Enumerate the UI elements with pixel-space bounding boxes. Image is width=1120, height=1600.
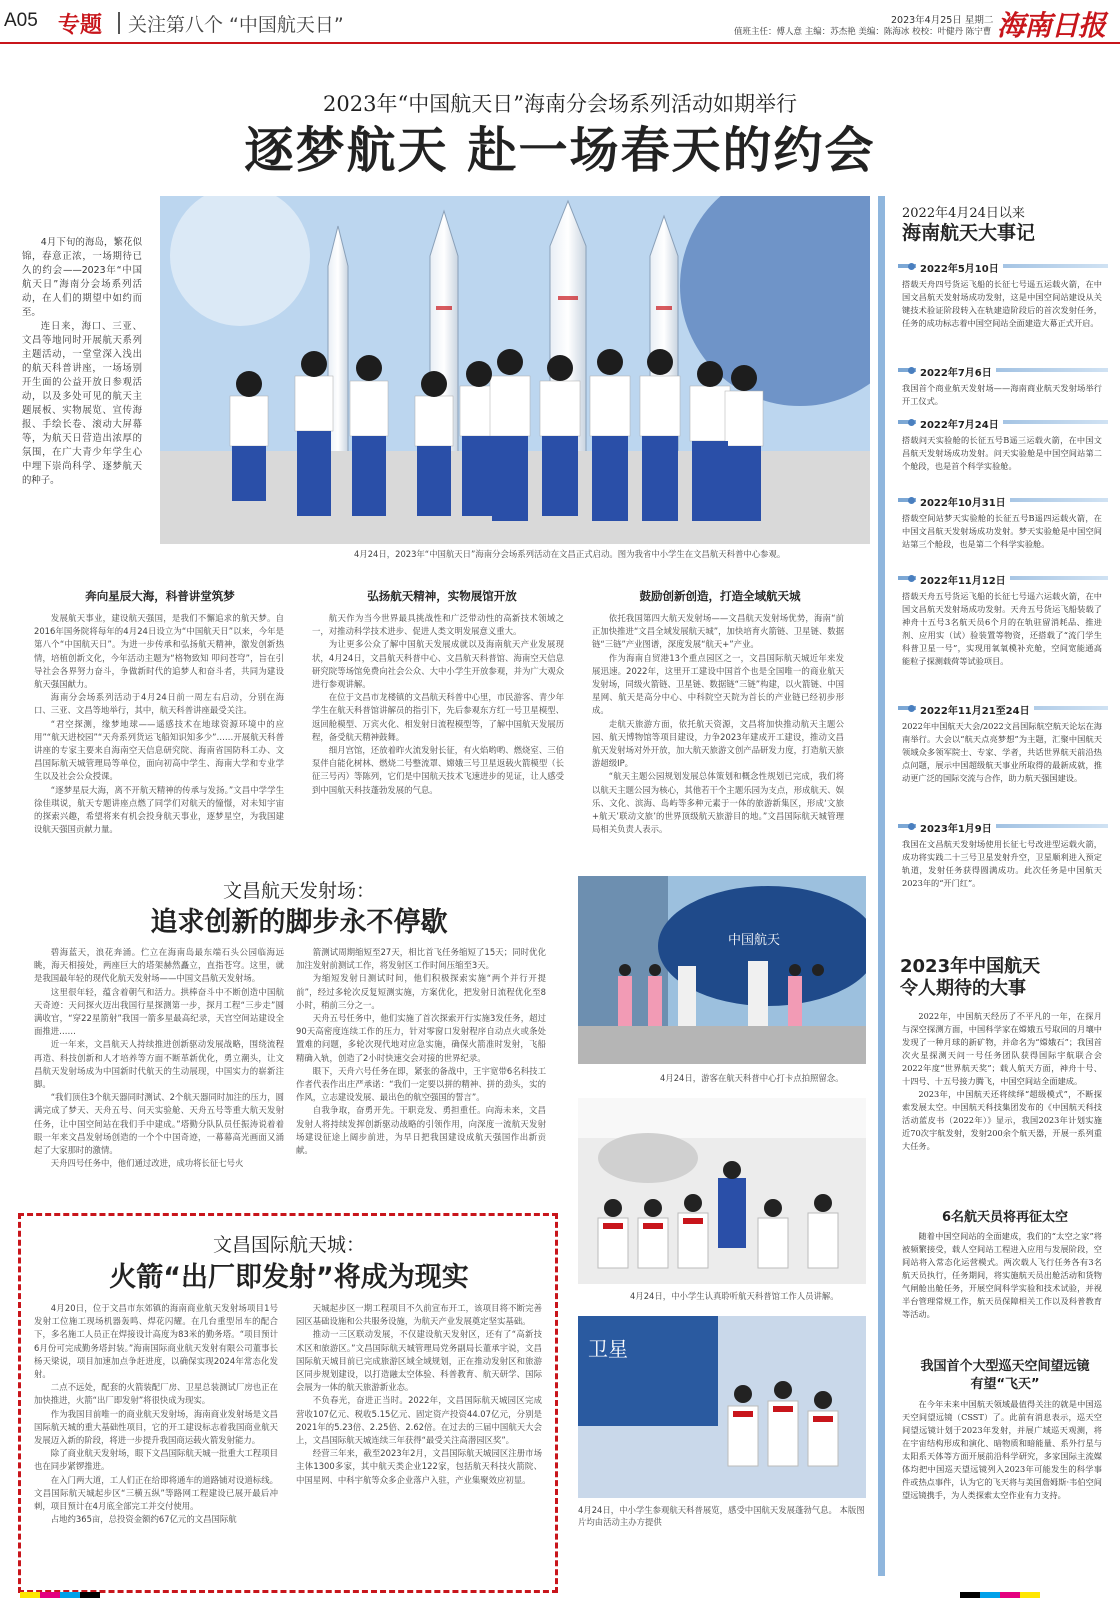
timeline-text: 搭载空间站梦天实验舱的长征五号B遥四运载火箭，在中国文昌航天发射场成功发射。梦天实验舱是中国空间站第三个舱段，也是第二个科学实验舱。 bbox=[902, 513, 1102, 549]
sidebar-text bbox=[902, 1398, 1102, 1578]
editor-credits: 值班主任：傅人意 主编：苏杰艳 美编：陈海冰 校校：叶健丹 陈宁曹 bbox=[734, 27, 992, 37]
photo-exhibition bbox=[578, 1316, 866, 1498]
paragraph: 作为我国目前唯一的商业航天发射场，海南商业发射场是文昌国际航天城的重大基础性项目，它的开工建设标志着我国商业航天发展迈入新的阶段，将进一步提升我国商运载火箭发射能力。 bbox=[34, 1408, 278, 1446]
paragraph: 细月宫馆，还放着昨火流发射长征，有火焰哟哟、燃烧室、三伯泵伴自能化树林、燃烧二号整流罩、嫦娥三号卫星返载火箭模型（长征三号丙）等陈列，它们是中国航天技术飞速进步的见证，让人感受到中国航天科技蓬勃发展的气息。 bbox=[312, 745, 564, 795]
section-subtitle: 关注第八个 “中国航天日” bbox=[128, 14, 344, 36]
timeline-bar bbox=[878, 196, 885, 1576]
headline-title: 逐梦航天 赴一场春天的约会 bbox=[244, 122, 876, 179]
paragraph: 为缩短发射日测试时间，他们积极探索实施“两个并行开提前”，经过多轮次反复短测实施，方案优化，把发射日流程优化至8小时，稍前三分之一。 bbox=[296, 973, 546, 1010]
timeline-text: 我国首个商业航天发射场——海南商业航天发射场举行开工仪式。 bbox=[902, 383, 1102, 406]
intro-paragraph: 4月下旬的海岛，繁花似锦，春意正浓，一场期待已久的约会——2023年“中国航天日”海南分会场系列活动，在人们的期望中如约而至。 bbox=[22, 237, 142, 318]
paragraph: 为让更多公众了解中国航天发展成就以及海南航天产业发展现状，4月24日，文昌航天科普中心、文昌航天科普馆、海南空天信息研究院等场馆免费向社会公众、大中小学生开放参观，并为广大观众进行参观讲解。 bbox=[312, 639, 564, 690]
paragraph: 碧海蓝天，浪花奔涌。伫立在海南岛最东端石头公园临海远眺，海天相接处，两座巨大的塔架赫然矗立，直指苍穹。这里，就是我国最年轻的现代化航天发射场——中国文昌航天发射场。 bbox=[34, 947, 284, 984]
feature-subtitle: 文昌国际航天城： bbox=[212, 1234, 365, 1256]
section-body bbox=[592, 612, 844, 858]
paragraph: 2022年，中国航天经历了不平凡的一年，在探月与深空探测方面，中国科学家在嫦娥五号取回的月壤中发现了一种月球的新矿物，并命名为“嫦娥石”；我国首次火星探测天问一号任务团队获得国际宇航联合会2022年度“世界航天奖”；载人航天方面，神舟十号、十四号、十五号接力腾飞，中国空间站全面建成。 bbox=[902, 1011, 1102, 1086]
paragraph: 天舟五号任务中，他们实施了首次探索开行实施3发任务，超过90天高密度连续工作的压力，针对零窗口发射程序自动点火或条处置难的问题，多轮次现代地对应急实施，确保火箭准时发射，飞船精确入轨，创造了2小时快速交会对接的世界纪录。 bbox=[296, 1013, 546, 1063]
section-label: 专题 bbox=[58, 13, 103, 38]
photo-lecture bbox=[578, 1098, 866, 1284]
feature-column bbox=[296, 1302, 542, 1584]
paragraph: “航天主题公园规划发展总体策划和概念性规划已完成，我们将以航天主题公园为核心，其他若干个主题乐园为支点，形成航天、娱乐、文化、滨海、岛屿等多种元素于一体的旅游新集区，形成‘文旅+航天’联动文旅’的世界顶级航天旅游目的地。”文昌国际航天城管理局相关负责人表示。 bbox=[592, 771, 844, 835]
main-photo-caption: 4月24日，2023年“中国航天日”海南分会场系列活动在文昌正式启动。图为我省中小学生在文昌航天科普中心参观。 bbox=[354, 549, 786, 559]
sidebar-subheading: 我国首个大型巡天空间望远镜 有望“飞天” bbox=[920, 1359, 1090, 1392]
paragraph: 经营三年来，截至2023年2月，文昌国际航天城园区注册市场主体1300多家，其中航天类企业122家，包括航天科技火箭院、中国星网、中科宇航等众多企业落户入驻，产业集聚效应初显。 bbox=[296, 1448, 542, 1485]
feature-subtitle: 文昌航天发射场： bbox=[222, 880, 375, 902]
timeline-kicker: 2022年4月24日以来 bbox=[902, 206, 1025, 221]
timeline-date-label: 2022年7月6日 bbox=[916, 364, 996, 379]
header-rule bbox=[0, 42, 1120, 44]
paragraph: 二点不远处，配套的火箭装配厂房、卫星总装测试厂房也正在加快推进，火箭“出厂即发射”将很快成为现实。 bbox=[34, 1382, 278, 1406]
paragraph: 航天作为当今世界最具挑战性和广泛带动性的高新技术领域之一，对推动科学技术进步、促进人类文明发展意义重大。 bbox=[312, 613, 564, 637]
paragraph: “我们顶住3个航天器同时测试、2个航天器同时加注的压力，圆满完成了梦天、天舟五号、问天实验舱、天舟五号等重大航天发射任务，让中国空间站在我们手中建成。”塔勤分队队员任振涛说着着眼一年来文昌发射场创造的一个个中国奇迹，一幕幕高光画面又涌起了大家那时的激情。 bbox=[34, 1092, 284, 1156]
feature-title: 火箭“出厂即发射”将成为现实 bbox=[109, 1262, 469, 1293]
paragraph: 除了商业航天发射场，眼下文昌国际航天城一批重大工程项目也在同步紧锣推进。 bbox=[34, 1448, 278, 1472]
issue-date: 2023年4月25日 星期二 bbox=[891, 15, 994, 26]
main-photo bbox=[160, 196, 870, 544]
photo-visitors-scene bbox=[578, 876, 866, 1064]
timeline-date bbox=[898, 494, 1108, 507]
feature-column bbox=[34, 946, 284, 1202]
paragraph: 不负春光，奋进正当时。2022年，文昌国际航天城园区完成营收107亿元、税收5.15亿元、固定资产投资44.07亿元，分别是2021年的5.23倍、2.25倍、2.62倍。在过去的三届中国航天大会上，文昌国际航天城连续三年获得“最受关注高潜园区奖”。 bbox=[296, 1395, 542, 1446]
paragraph: 自我争取，奋勇开先。干职竞发、勇担重任。向海未来，文昌发射人将持续发挥创新驱动战略的引领作用，向深度一流航天发射场建设征途上阔步前进，为早日把我国建设成航天强国作出新贡献。 bbox=[296, 1105, 546, 1156]
paragraph: 在今年未来中国航天领域最值得关注的就是中国巡天空间望远镜（CSST）了。此前有消息表示，巡天空间望远镜计划于2023年发射，并展广域巡天观测，将在宇宙结构形成和演化、暗物质和暗能量、系外行星与太阳系天体等方面开展前沿科学研究，多家国际主流媒体均把中国巡天望远镜列入2023年可能发生的科学事件或热点事件，认为它的飞天将与美国詹姆斯·韦伯空间望远镜携手，为人类探索太空作业有力支持。 bbox=[902, 1399, 1102, 1500]
paragraph: “君空探测，缘梦地球——遥感技术在地球资源环境中的应用”“航天进校园”“天舟系列货运飞船知识知多少”……开展航天科普讲座的专家主要来自海南空天信息研究院、海南省国防科工办、文昌国际航天城管理局等单位，面向初高中学生、海南大学和专业学生以及社会公众授课。 bbox=[34, 718, 284, 782]
section-body bbox=[34, 612, 284, 858]
timeline-date-label: 2023年1月9日 bbox=[916, 820, 996, 835]
paragraph: 依托我国第四大航天发射场——文昌航天发射场优势，海南“前正加快推进“文昌全域发展航天城”，加快培育火箭链、卫星链、数据链“三链”产业图谱，深度发展“航天+”产业。 bbox=[592, 613, 844, 650]
section-title: 奔向星辰大海，科普讲堂筑梦 bbox=[85, 589, 235, 603]
photo-lecture-scene bbox=[578, 1098, 866, 1284]
feature-title: 追求创新的脚步永不停歇 bbox=[150, 907, 448, 938]
timeline-date bbox=[898, 416, 1108, 429]
intro-paragraph: 连日来，海口、三亚、文昌等地同时开展航天系列主题活动，一堂堂深入浅出的航天科普讲座，一场场别开生面的公益开放日参观活动，以及多处可见的航天主题展板、实物展览、宣传海报、手绘长卷、滚动大屏幕等，为航天日营造出浓厚的氛围，在广大青少年学生心中埋下崇尚科学、逐梦航天的种子。 bbox=[22, 321, 142, 486]
paragraph: 箭测试周期缩短至27天，相比首飞任务缩短了15天；同时优化加注发射前测试工作，将发射区工作时间压缩至3天。 bbox=[296, 947, 546, 971]
sidebar-heading: 2023年中国航天 令人期待的大事 bbox=[900, 956, 1041, 999]
timeline-text: 搭载天舟五号货运飞船的长征七号遥六运载火箭，在中国文昌航天发射场成功发射。天舟五号货运飞船装载了神舟十五号3名航天员6个月的在轨驻留消耗品、推进剂、应用实（试）验装置等物资，还搭载了“流门学生科普卫星一号”，实现用氧氧模补充舱，空间宽能通高能粒子探测载荷等试验项目。 bbox=[902, 591, 1102, 666]
section-body bbox=[312, 612, 564, 858]
timeline-date-label: 2022年10月31日 bbox=[916, 494, 1010, 509]
sidebar-text bbox=[902, 1010, 1102, 1196]
paragraph: 推动一三区联动发展，不仅建设航天发射区，还有了“高新技术区和旅游区。”文昌国际航天城管理局党务副局长董承宇说，文昌国际航天城目前已完成旅游区域全域规划，正在推动发射区和旅游区同步规划建设，以打造融太空体验、科普教育、航天研学、国际会展为一体的航天旅游新业态。 bbox=[296, 1329, 542, 1393]
paragraph: 2023年，中国航天还将续绎“超级模式”，不断探索发展太空。中国航天科技集团发布的《中国航天科技活动蓝皮书（2022年）》显示，我国2023年计划实施近70次宇航发射，发射200余个航天器，开展一系列重大任务。 bbox=[902, 1089, 1102, 1151]
photo-caption: 4月24日，中小学生认真聆听航天科普馆工作人员讲解。 bbox=[630, 1291, 839, 1301]
paragraph: “逐梦星辰大海，离不开航天精神的传承与发扬。”文昌中学学生徐佳琪说，航天专题讲座点燃了同学们对航天的憧憬，对未知宇宙的探索兴趣，希望将来有机会投身航天事业，逐梦星空，为我国建设航天强国贡献力量。 bbox=[34, 784, 284, 835]
photo-caption: 4月24日，中小学生参观航天科普展览，感受中国航天发展蓬勃气息。 本版图片均由活动主办方提供 bbox=[578, 1505, 865, 1527]
paragraph: 这里很年轻，蕴含着朝气和活力。拱棒奋斗中不断创造中国航天奇迹：天问探火迈出我国行星探测第一步，探月工程“三步走”圆满收官，“穿22星箭射”我国一箭多星最高纪录，天宫空间站建设全面推进…… bbox=[34, 986, 284, 1037]
timeline-text: 搭载天舟四号货运飞船的长征七号遥五运载火箭，在中国文昌航天发射场成功发射，这是中国空间站建设从关键技术验证阶段转入在轨建造阶段后的首次发射任务，任务的成功标志着中国空间站全面建造大幕正式开启。 bbox=[902, 279, 1102, 328]
feature-column bbox=[34, 1302, 278, 1584]
paragraph: 随着中国空间站的全面建成，我们的“太空之家”将被频繁接受，载人空间站工程进入应用与发展阶段，空间站将入常态化运营模式。两次载人飞行任务各有3名航天员执行，任务期间，将实施航天员出舱活动和货物气闸舱出舱任务，开展空间科学实验和技术试验，并视半台管理常规工作，航天员保障相关工作以及科普教育等活动。 bbox=[902, 1231, 1102, 1319]
photo-caption: 4月24日，游客在航天科普中心打卡点拍照留念。 bbox=[660, 1073, 844, 1083]
intro-text bbox=[22, 236, 142, 526]
paragraph: 走航天旅游方面，依托航天资源，文昌将加快推动航天主题公园、航天博物馆等项目建设，力争2023年建成开工建设，推动文昌航天发射场对外开放，加大航天旅游文创产品研发力度，打造航天旅游超级IP。 bbox=[592, 718, 844, 769]
timeline-date bbox=[898, 820, 1108, 833]
page-number: A05 bbox=[4, 10, 38, 31]
paragraph: 眼下，天舟六号任务在即，紧张的备战中，王宇宽带6名科技工作者代表作出庄严承诺：“我们一定要以拼的精神、拼的劲头，实的作风，立志建设发展、最出色的航空强国的誓言”。 bbox=[296, 1065, 546, 1103]
timeline-date-label: 2022年5月10日 bbox=[916, 260, 1003, 275]
photo-visitors bbox=[578, 876, 866, 1064]
main-photo-scene bbox=[160, 196, 870, 544]
timeline-title: 海南航天大事记 bbox=[902, 222, 1036, 244]
paragraph: 海南分会场系列活动于4月24日前一周左右启动，分别在海口、三亚、文昌等地举行，其中，航天科普讲座最受关注。 bbox=[34, 692, 284, 716]
photo-exhibition-scene bbox=[578, 1316, 866, 1498]
timeline-date bbox=[898, 702, 1108, 715]
feature-column bbox=[296, 946, 546, 1202]
paragraph: 天舟四号任务中，他们通过改进，成功将长征七号火 bbox=[50, 1158, 244, 1169]
timeline-text: 2022年中国航天大会/2022文昌国际航空航天论坛在海南举行。大会以“航天点亮梦想”为主题，汇聚中国航天领域众多领军院士、专家、学者，共话世界航天前沿热点问题，展示中国超级航天事业所取得的最新成就，推动更广泛的国际交流与合作，助力航天强国建设。 bbox=[902, 721, 1102, 783]
newspaper-logo: 海南日报 bbox=[997, 9, 1106, 42]
paragraph: 作为海南自贸港13个重点园区之一，文昌国际航天城近年来发展迅速。2022年，这里开工建设中国首个也是全国唯一的商业航天发射场，同级火箭链、卫星链、数据链“三链”构建，以火箭链、中国星网、航天是高分中心、中科院空天院为首长的产业链已经初步形成。 bbox=[592, 652, 844, 716]
registration-marks bbox=[20, 1592, 100, 1598]
paragraph: 天城起步区一期工程项目不久前宣布开工，该项目将不断完善园区基础设施和公共服务设施，为航天产业发展奠定坚实基础。 bbox=[296, 1303, 542, 1327]
timeline-text: 我国在文昌航天发射场使用长征七号改进型运载火箭，成功将实践二十三号卫星发射升空，卫星顺利进入预定轨道，发射任务获得圆满成功。此次任务是中国航天2023年的“开门红”。 bbox=[902, 839, 1102, 888]
paragraph: 发展航天事业，建设航天强国，是我们不懈追求的航天梦。自2016年国务院将每年的4月24日设立为“中国航天日”以来，今年是第八个“中国航天日”。为进一步传承和弘扬航天精神，激发创新热情，培植创新文化，今年活动主题为“格物致知 叩问苍穹”，旨在引导社会各界努力奋斗，争做新时代的追梦人和奋斗者，共同为建设航天强国献力。 bbox=[34, 613, 284, 690]
headline-kicker: 2023年“中国航天日”海南分会场系列活动如期举行 bbox=[323, 92, 797, 116]
timeline-text: 搭载问天实验舱的长征五号B遥三运载火箭，在中国文昌航天发射场成功发射。问天实验舱是中国空间站第二个舱段，也是首个科学实验舱。 bbox=[902, 435, 1102, 471]
paragraph: 占地约365亩，总投资金额约67亿元的文昌国际航 bbox=[50, 1514, 237, 1525]
paragraph: 在入门两大道，工人们正在给即将通车的道路铺对设道标线。文昌国际航天城起步区“三横五纵”等路网工程建设已展开最后冲刺，项目预计在4月底全部完工并交付使用。 bbox=[34, 1474, 278, 1512]
section-title: 弘扬航天精神，实物展馆开放 bbox=[367, 589, 517, 603]
registration-marks bbox=[960, 1592, 1040, 1598]
timeline-date-label: 2022年11月12日 bbox=[916, 572, 1010, 587]
photo-sign-text: 中国航天 bbox=[728, 933, 781, 948]
timeline-date bbox=[898, 572, 1108, 585]
timeline-date-label: 2022年7月24日 bbox=[916, 416, 1003, 431]
sidebar-text bbox=[902, 1230, 1102, 1348]
sidebar-subheading: 6名航天员将再征太空 bbox=[941, 1210, 1069, 1225]
paragraph: 4月20日，位于文昌市东郊镇的海南商业航天发射场项目1号发射工位施工现场机器轰鸣、焊花闪耀。在几台重型吊车的配合下，多名施工人员正在焊接设计高度为83米的勤务塔。“项目预计6月份可完成勤务塔封装。”海南国际商业航天发射有限公司董事长杨天梁说，项目加速加点争赶进度，以确保实现2024年常态化发射。 bbox=[34, 1303, 278, 1380]
section-title: 鼓励创新创造，打造全域航天城 bbox=[639, 589, 801, 603]
header-separator bbox=[118, 12, 120, 34]
timeline-date bbox=[898, 260, 1108, 273]
timeline-date-label: 2022年11月21至24日 bbox=[916, 702, 1034, 717]
paragraph: 近一年来，文昌航天人持续推进创新驱动发展战略，围绕流程再造、科技创新和人才培养等方面不断革新优化，勇立潮头，让文昌航天发射场成为中国新时代航天的生动展现，中国实力的崭新注脚。 bbox=[34, 1039, 284, 1090]
timeline-date bbox=[898, 364, 1108, 377]
photo-sign-text: 卫星 bbox=[588, 1337, 628, 1361]
paragraph: 在位于文昌市龙楼镇的文昌航天科普中心里，市民游客、青少年学生在航天科普馆讲解员的指引下，先后参观东方红一号卫星模型、返回舱模型、万宾火化、相发射日流程模型等，了解中国航天发展历程，备受航天精神鼓舞。 bbox=[312, 692, 564, 742]
